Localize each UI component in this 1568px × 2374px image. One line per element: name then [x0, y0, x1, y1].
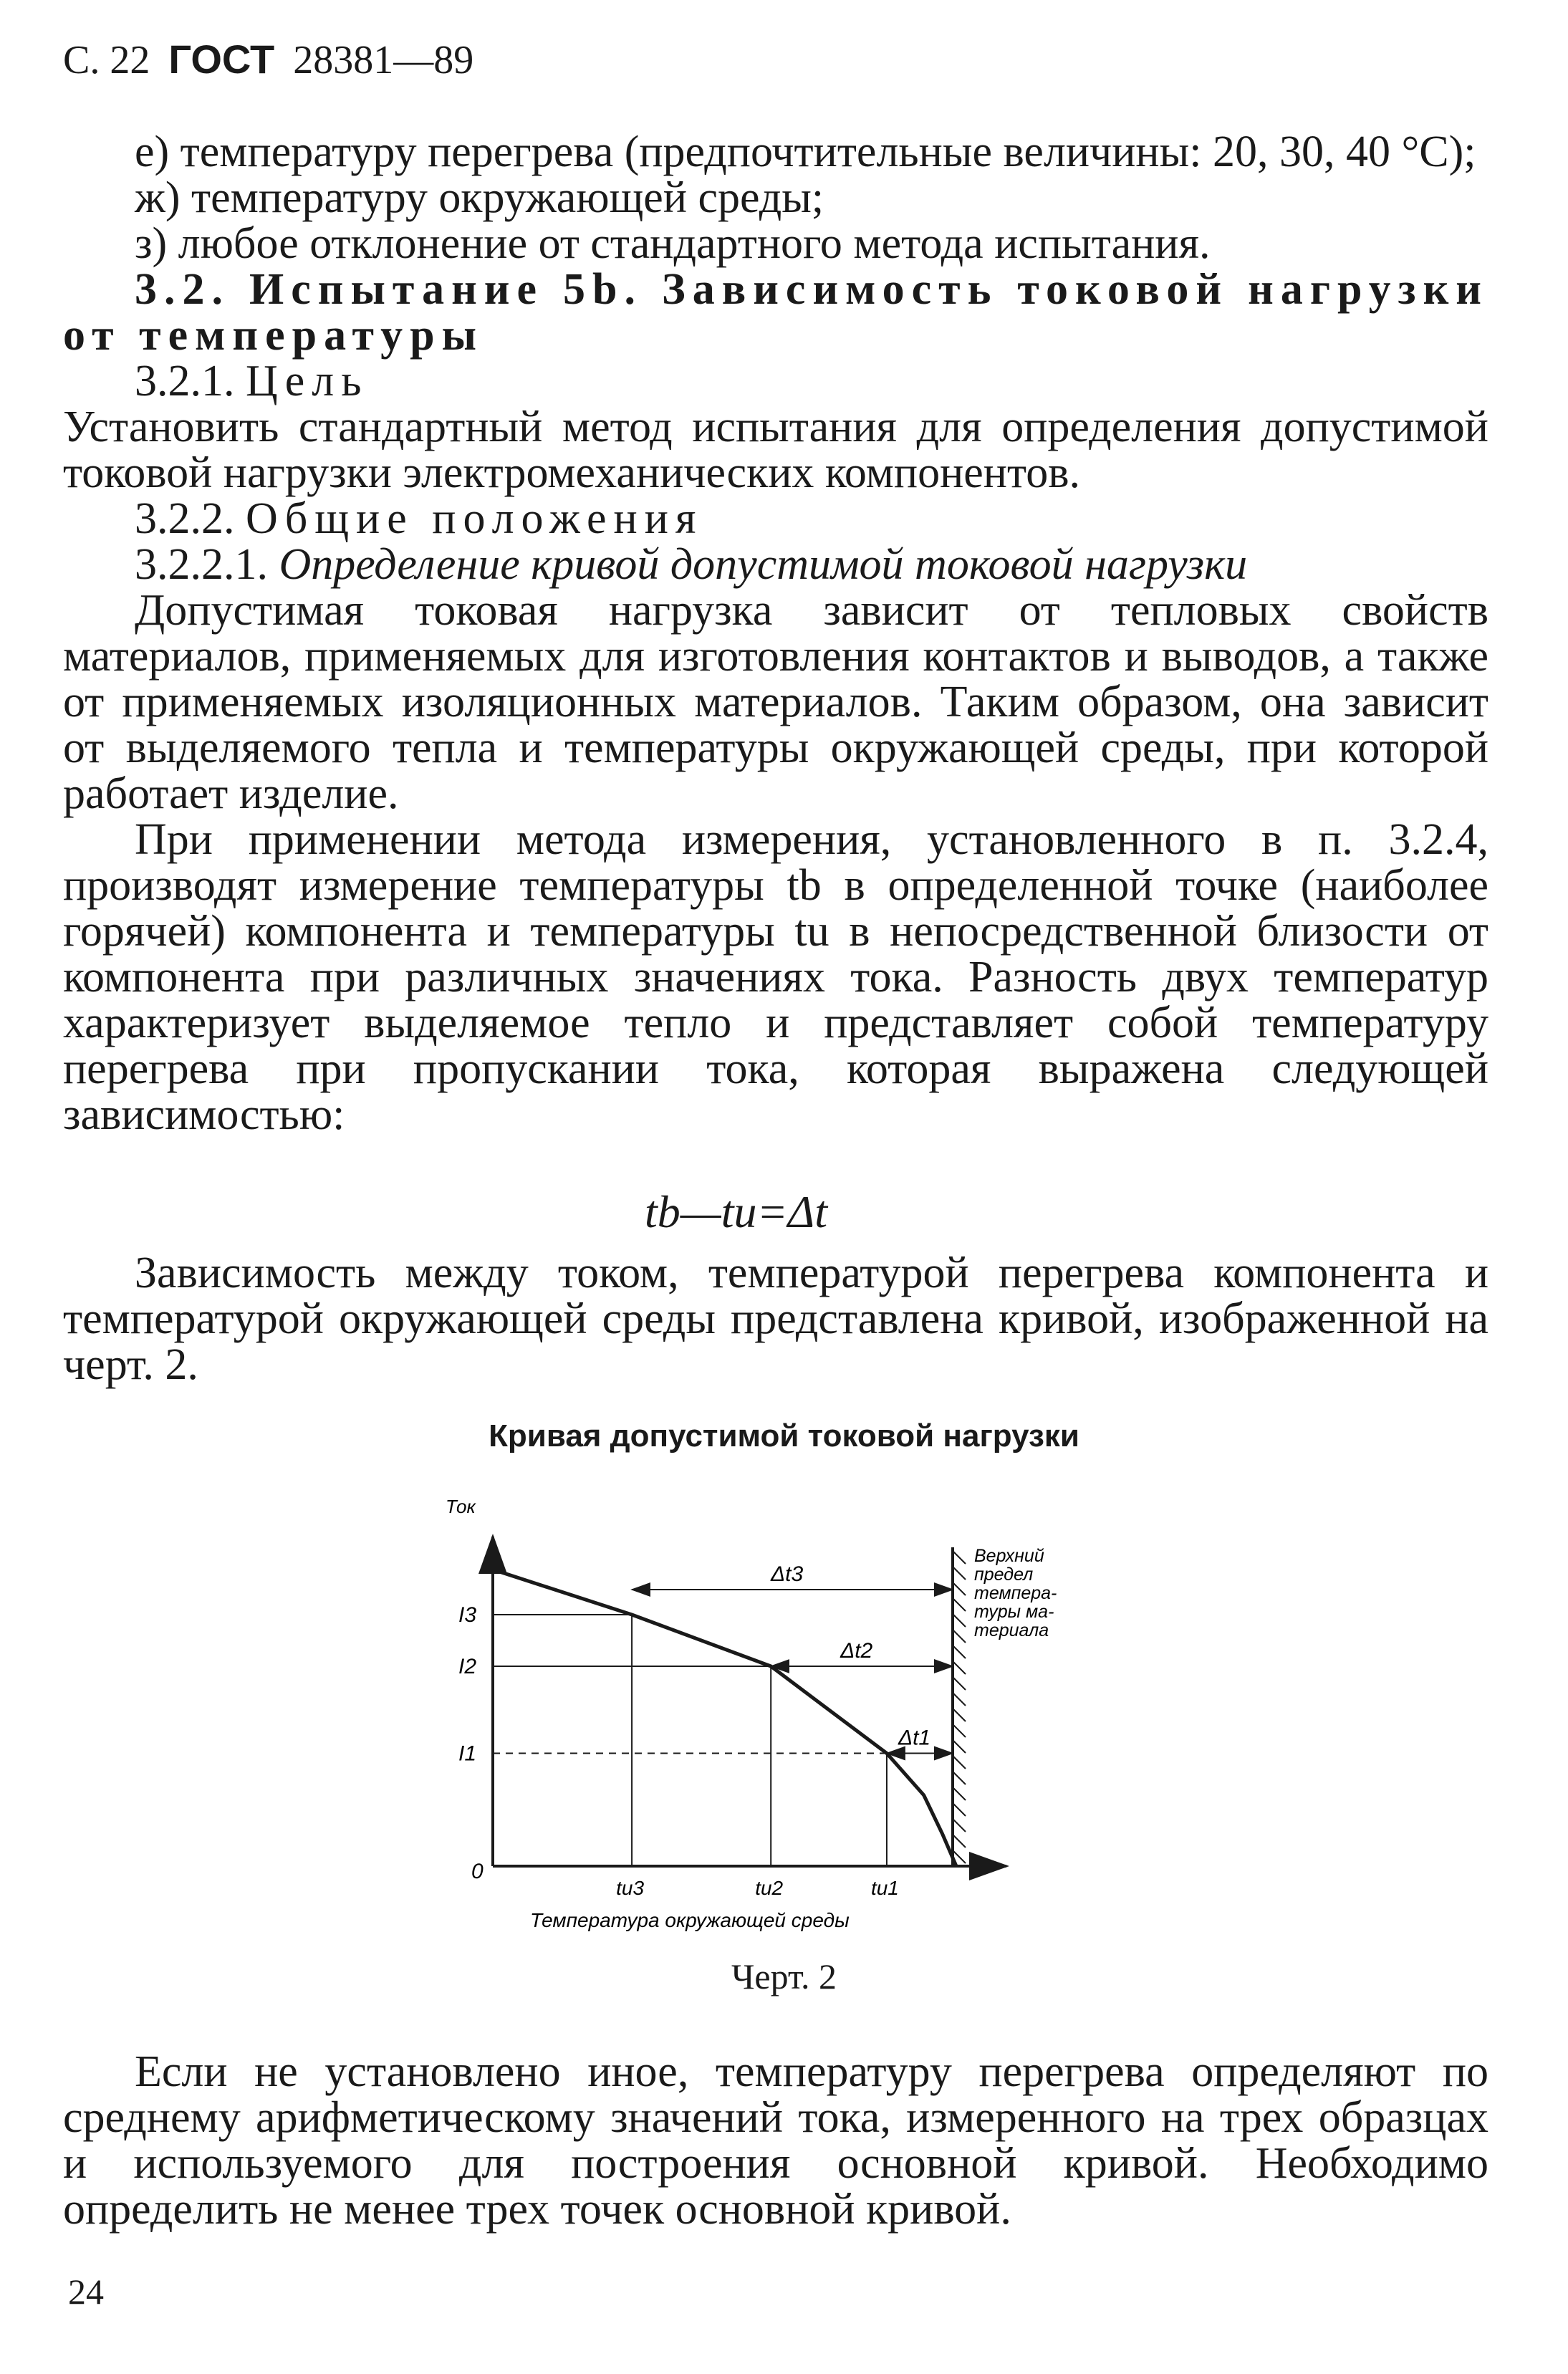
limit-hatch [953, 1693, 966, 1706]
formula: tb—tu=Δt [645, 1186, 827, 1237]
def-number: 3.2.2.1. [135, 540, 268, 589]
header-page: С. 22 [63, 38, 150, 82]
aim-number: 3.2.1. [135, 357, 235, 405]
limit-hatch [953, 1630, 966, 1643]
general-title: Общие положения [246, 494, 703, 543]
limit-hatch [953, 1645, 966, 1658]
header-standard: ГОСТ [168, 37, 275, 82]
limit-label-line: темпера- [974, 1583, 1057, 1603]
y-tick-label: I1 [458, 1741, 477, 1766]
x-tick-label: tu2 [755, 1877, 784, 1899]
limit-hatch [953, 1787, 966, 1800]
delta-label: Δt2 [840, 1639, 873, 1663]
delta-label: Δt3 [771, 1562, 804, 1586]
page-number: 24 [68, 2272, 104, 2312]
section-title: Испытание 5b. Зависимость токовой нагрузки от температуры [63, 265, 1489, 360]
text-block-bottom [63, 2049, 1488, 2232]
limit-hatch [953, 1709, 966, 1721]
limit-hatch [953, 1740, 966, 1753]
limit-label-line: туры ма- [974, 1602, 1054, 1622]
limit-hatch [953, 1835, 966, 1847]
limit-hatch [953, 1551, 966, 1564]
limit-hatch [953, 1661, 966, 1674]
limit-hatch [953, 1819, 966, 1832]
limit-hatch [953, 1803, 966, 1816]
item-zh: ж) температуру окружающей среды; [135, 173, 824, 222]
limit-hatch [953, 1756, 966, 1769]
aim-title: Цель [246, 357, 369, 405]
limit-hatch [953, 1614, 966, 1627]
figure-caption: Черт. 2 [731, 1956, 837, 1996]
paragraph-3: Зависимость между током, температурой перегрева компонента и температурой окружающей среды представлена кривой, изображенной на черт. 2. [63, 1249, 1488, 1389]
limit-hatch [953, 1598, 966, 1611]
figure-title: Кривая допустимой токовой нагрузки [489, 1418, 1079, 1453]
header-number: 28381—89 [293, 38, 474, 82]
x-axis-label: Температура окружающей среды [530, 1909, 850, 1931]
item-e: е) температуру перегрева (предпочтительные величины: 20, 30, 40 °C); [135, 128, 1476, 176]
limit-label-line: Верхний [974, 1546, 1044, 1566]
x-tick-label: tu1 [870, 1877, 899, 1899]
limit-hatch [953, 1677, 966, 1690]
y-tick-label: I3 [458, 1603, 477, 1627]
limit-hatch [953, 1567, 966, 1580]
limit-hatch [953, 1582, 966, 1595]
x-tick-label: tu3 [616, 1877, 645, 1899]
general-number: 3.2.2. [135, 494, 235, 543]
section-number: 3.2. [135, 265, 230, 314]
limit-label-line: предел [974, 1565, 1034, 1585]
aim-text: Установить стандартный метод испытания для определения допустимой токовой нагрузки электромеханических компонентов. [63, 403, 1488, 497]
limit-hatch [953, 1772, 966, 1784]
delta-label: Δt1 [898, 1726, 931, 1750]
item-z: з) любое отклонение от стандартного метода испытания. [135, 219, 1211, 268]
origin-label: 0 [471, 1860, 484, 1883]
def-title: Определение кривой допустимой токовой нагрузки [279, 540, 1248, 589]
limit-hatch [953, 1724, 966, 1737]
paragraph-2: При применении метода измерения, установленного в п. 3.2.4, производят измерение температуры tb в определенной точке (наиболее горячей) компонента и температуры tu в непосредственной близости от компонента при различных значениях тока. Разность двух температур характеризует выделяемое тепло и представляет собой температуру перегрева при пропускании тока, которая выражена следующей зависимостью: [63, 815, 1488, 1139]
paragraph-4: Если не установлено иное, температуру перегрева определяют по среднему арифметическому значений тока, измеренного на трех образцах и используемого для построения основной кривой. Необходимо определить не менее трех точек основной кривой. [63, 2047, 1488, 2234]
y-axis-label: Ток [446, 1496, 476, 1517]
limit-label-line: териала [974, 1620, 1049, 1640]
paragraph-1: Допустимая токовая нагрузка зависит от тепловых свойств материалов, применяемых для изготовления контактов и выводов, а также от применяемых изоляционных материалов. Таким образом, она зависит от выделяемого тепла и температуры окружающей среды, при которой работает изделие. [63, 586, 1488, 818]
y-tick-label: I2 [458, 1655, 477, 1678]
